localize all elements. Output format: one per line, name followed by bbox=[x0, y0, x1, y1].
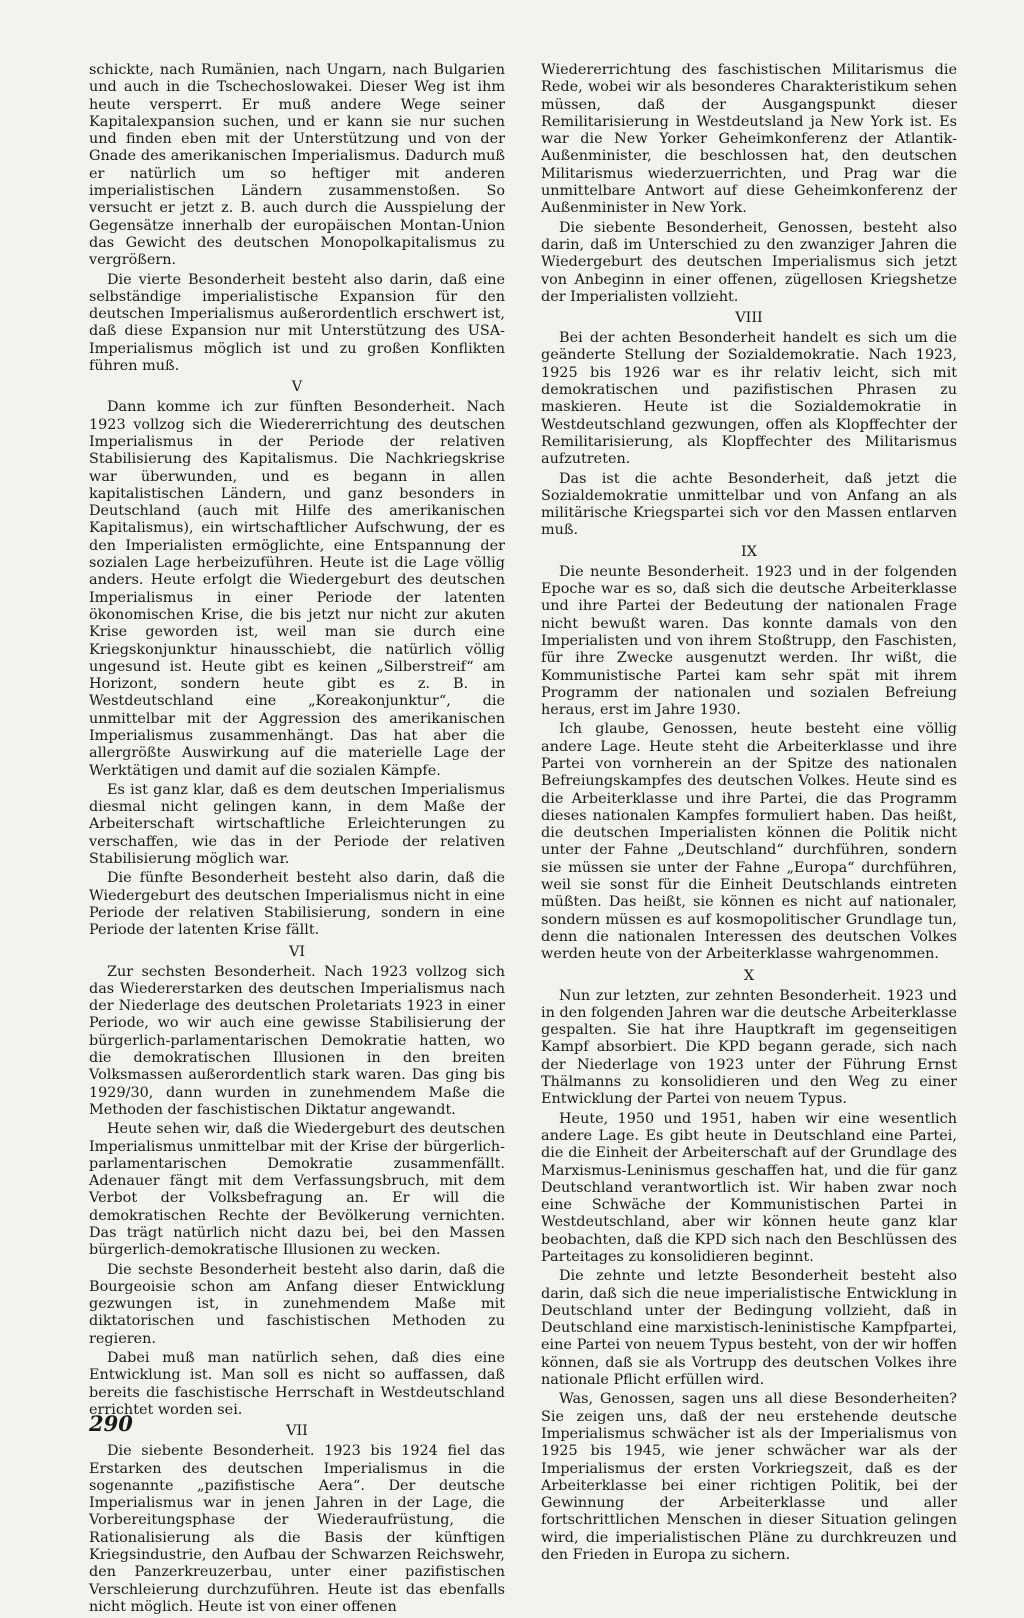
paragraph: Ich glaube, Genossen, heute besteht eine völlig andere Lage. Heute steht die Arbeiterklasse und ihre Partei von vornherein an der Spitze des nationalen Befreiungskampfes des deutschen Volkes. Heute sind es die Arbeiterklasse und ihre Partei, die das Programm dieses nationalen Kampfes formuliert haben. Das heißt, die deutschen Imperialisten können die Politik nicht unter der Fahne „Deutschland“ durchführen, sondern sie müssen sie unter der Fahne „Europa“ durchführen, weil sie sonst für die Einheit Deutschlands eintreten müßten. Das heißt, sie können es nicht auf nationaler, sondern müssen es auf kosmopolitischer Grundlage tun, denn die nationalen Interessen des deutschen Volkes werden heute von der Arbeiterklasse wahrgenommen. bbox=[541, 721, 957, 963]
paragraph: Die vierte Besonderheit besteht also darin, daß eine selbständige imperialistische Expansion für den deutschen Imperialismus außerordentlich erschwert ist, daß diese Expansion nur mit Unterstützung des USA-Imperialismus möglich ist und zu großen Konflikten führen muß. bbox=[89, 271, 505, 375]
section-heading: X bbox=[743, 967, 755, 984]
section-heading: VII bbox=[286, 1423, 308, 1440]
paragraph: Nun zur letzten, zur zehnten Besonderheit. 1923 und in den folgenden Jahren war die deutsche Arbeiterklasse gespalten. Sie hat ihre Hauptkraft im gegenseitigen Kampf absorbiert. Die KPD begann gerade, sich nach der Niederlage von 1923 unter der Führung Ernst Thälmanns zu konsolidieren und den Weg zu einer Entwicklung der Partei von neuem Typus. bbox=[541, 987, 957, 1108]
paragraph: Das ist die achte Besonderheit, daß jetzt die Sozialdemokratie unmittelbar und von Anfang an als militärische Kriegspartei sich vor den Massen entlarven muß. bbox=[541, 470, 957, 539]
paragraph: Was, Genossen, sagen uns all diese Besonderheiten? Sie zeigen uns, daß der neu erstehende deutsche Imperialismus schwächer ist als der Imperialismus von 1925 bis 1945, wie jener schwächer war als der Imperialismus der ersten Vorkriegszeit, daß es der Arbeiterklasse bei einer richtigen Politik, bei der Gewinnung der Arbeiterklasse und aller fortschrittlichen Menschen in dieser Situation gelingen wird, die imperialistischen Pläne zu durchkreuzen und den Frieden in Europa zu sichern. bbox=[541, 1391, 957, 1564]
section-heading: VI bbox=[288, 943, 306, 960]
paragraph: Wiedererrichtung des faschistischen Militarismus die Rede, wobei wir als besonderes Charakteristikum sehen müssen, daß der Ausgangspunkt dieser Remilitarisierung in Westdeutsland ja New York ist. Es war die New Yorker Geheimkonferenz der Atlantik-Außenminister, die beschlossen hat, den deutschen Militarismus wiederzuerrichten, und Prag war die unmittelbare Antwort auf diese Geheimkonferenz der Außenminister in New York. bbox=[541, 62, 957, 217]
paragraph: Die siebente Besonderheit, Genossen, besteht also darin, daß im Unterschied zu den zwanziger Jahren die Wiedergeburt des deutschen Imperialismus sich jetzt von Anbeginn in einer offenen, zügellosen Kriegshetze der Imperialisten vollzieht. bbox=[541, 219, 957, 305]
paragraph: Dann komme ich zur fünften Besonderheit. Nach 1923 vollzog sich die Wiedererrichtung des deutschen Imperialismus in der Periode der relativen Stabilisierung des Kapitalismus. Die Nachkriegskrise war überwunden, und es begann in allen kapitalistischen Ländern, und ganz besonders in Deutschland (auch mit Hilfe des amerikanischen Kapitalismus), ein wirtschaftlicher Aufschwung, der es den Imperialisten ermöglichte, eine Entspannung der sozialen Lage herbeizuführen. Heute ist die Lage völlig anders. Heute erfolgt die Wiedergeburt des deutschen Imperialismus in einer Periode der latenten ökonomischen Krise, die bis jetzt nur nicht zur akuten Krise geworden ist, weil man sie durch eine Kriegskonjunktur hinausschiebt, die natürlich völlig ungesund ist. Heute gibt es keinen „Silberstreif“ am Horizont, sondern heute gibt es z. B. in Westdeutschland eine „Koreakonjunktur“, die unmittelbar mit der Aggression des amerikanischen Imperialismus zusammenhängt. Das hat aber die allergrößte Auswirkung auf die materielle Lage der Werktätigen und damit auf die sozialen Kämpfe. bbox=[89, 399, 505, 779]
section-heading: V bbox=[291, 379, 303, 396]
paragraph: Es ist ganz klar, daß es dem deutschen Imperialismus diesmal nicht gelingen kann, in dem Maße der Arbeiterschaft wirtschaftliche Erleichterungen zu verschaffen, wie das in der Periode der relativen Stabilisierung möglich war. bbox=[89, 781, 505, 868]
paragraph: schickte, nach Rumänien, nach Ungarn, nach Bulgarien und auch in die Tschechoslowakei. Dieser Weg ist ihm heute versperrt. Er muß andere Wege seiner Kapitalexpansion suchen, und er kann sie nur suchen und finden eben mit der Unterstützung und von der Gnade des amerikanischen Imperialismus. Dadurch muß er natürlich um so heftiger mit anderen imperialistischen Ländern zusammenstoßen. So versucht er jetzt z. B. auch durch die Ausspielung der Gegensätze innerhalb der europäischen Montan-Union das Gewicht des deutschen Monopolkapitalismus zu vergrößern. bbox=[89, 62, 505, 269]
paragraph: Dabei muß man natürlich sehen, daß dies eine Entwicklung ist. Man soll es nicht so auffassen, daß bereits die faschistische Herrschaft in Westdeutschland errichtet worden sei. bbox=[89, 1350, 505, 1418]
paragraph: Zur sechsten Besonderheit. Nach 1923 vollzog sich das Wiedererstarken des deutschen Imperialismus nach der Niederlage des deutschen Proletariats 1923 in einer Periode, wo wir auch eine gewisse Stabilisierung der bürgerlich-parlamentarischen Demokratie hatten, wo die demokratischen Illusionen in den breiten Volksmassen außerordentlich stark waren. Das ging bis 1929/30, dann wurden in zunehmendem Maße die Methoden der faschistischen Diktatur angewandt. bbox=[89, 963, 505, 1118]
paragraph: Die sechste Besonderheit besteht also darin, daß die Bourgeoisie schon am Anfang dieser Entwicklung gezwungen ist, in zunehmendem Maße mit diktatorischen und faschistischen Methoden zu regieren. bbox=[89, 1261, 505, 1347]
paragraph: Heute sehen wir, daß die Wiedergeburt des deutschen Imperialismus unmittelbar mit der Krise der bürgerlich-parlamentarischen Demokratie zusammenfällt. Adenauer fängt mit dem Verfassungsbruch, mit dem Verbot der Volksbefragung an. Er will die demokratischen Rechte der Bevölkerung vernichten. Das trägt natürlich nicht dazu bei, bei den Massen bürgerlich-demokratische Illusionen zu wecken. bbox=[89, 1121, 505, 1259]
section-heading: VIII bbox=[735, 310, 763, 327]
paragraph: Die neunte Besonderheit. 1923 und in der folgenden Epoche war es so, daß sich die deutsche Arbeiterklasse und ihre Partei der Bedeutung der nationalen Frage nicht bewußt waren. Das konnte damals von den Imperialisten und von ihrem Stoßtrupp, den Faschisten, für ihre Zwecke ausgenutzt werden. Ihr wißt, die Kommunistische Partei kam sehr spät mit ihrem Programm der nationalen und sozialen Befreiung heraus, erst im Jahre 1930. bbox=[541, 563, 957, 719]
paragraph: Bei der achten Besonderheit handelt es sich um die geänderte Stellung der Sozialdemokratie. Nach 1923, 1925 bis 1926 war es ihr relativ leicht, sich mit demokratischen und pazifistischen Phrasen zu maskieren. Heute ist die Sozialdemokratie in Westdeutschland gezwungen, offen als Klopffechter der Remilitarisierung, als Klopffechter des Militarismus aufzutreten. bbox=[541, 330, 957, 468]
paragraph: Die siebente Besonderheit. 1923 bis 1924 fiel das Erstarken des deutschen Imperialismus in die sogenannte „pazifistische Aera“. Der deutsche Imperialismus war in jenen Jahren in der Lage, die Vorbereitungsphase der Wiederaufrüstung, die Rationalisierung als die Basis der künftigen Kriegsindustrie, den Aufbau der Schwarzen Reichswehr, den Panzerkreuzerbau, unter einer pazifistischen Verschleierung durchzuführen. Heute ist das ebenfalls nicht möglich. Heute ist von einer offenen bbox=[89, 1443, 505, 1615]
paragraph: Heute, 1950 und 1951, haben wir eine wesentlich andere Lage. Es gibt heute in Deutschland eine Partei, die die Einheit der Arbeiterschaft auf der Grundlage des Marxismus-Leninismus geschaffen hat, und die für ganz Deutschland verantwortlich ist. Wir haben zwar noch eine Schwäche der Kommunistischen Partei in Westdeutschland, aber wir können heute ganz klar beobachten, daß die KPD sich nach den Beschlüssen des Parteitages zu konsolidieren beginnt. bbox=[541, 1110, 957, 1265]
section-heading: IX bbox=[741, 543, 757, 560]
paragraph: Die fünfte Besonderheit besteht also darin, daß die Wiedergeburt des deutschen Imperialismus nicht in eine Periode der relativen Stabilisierung, sondern in eine Periode der latenten Krise fällt. bbox=[89, 870, 505, 939]
paragraph: Die zehnte und letzte Besonderheit besteht also darin, daß sich die neue imperialistische Entwicklung in Deutschland unter der Bedingung vollzieht, daß in Deutschland eine marxistisch-leninistische Kampfpartei, eine Partei von neuem Typus besteht, von der wir hoffen können, daß sie als Vortrupp des deutschen Volkes ihre nationale Pflicht erfüllen wird. bbox=[541, 1268, 957, 1389]
left-column bbox=[89, 62, 505, 1618]
page-number: 290 bbox=[89, 1411, 133, 1436]
right-column bbox=[541, 62, 957, 1566]
